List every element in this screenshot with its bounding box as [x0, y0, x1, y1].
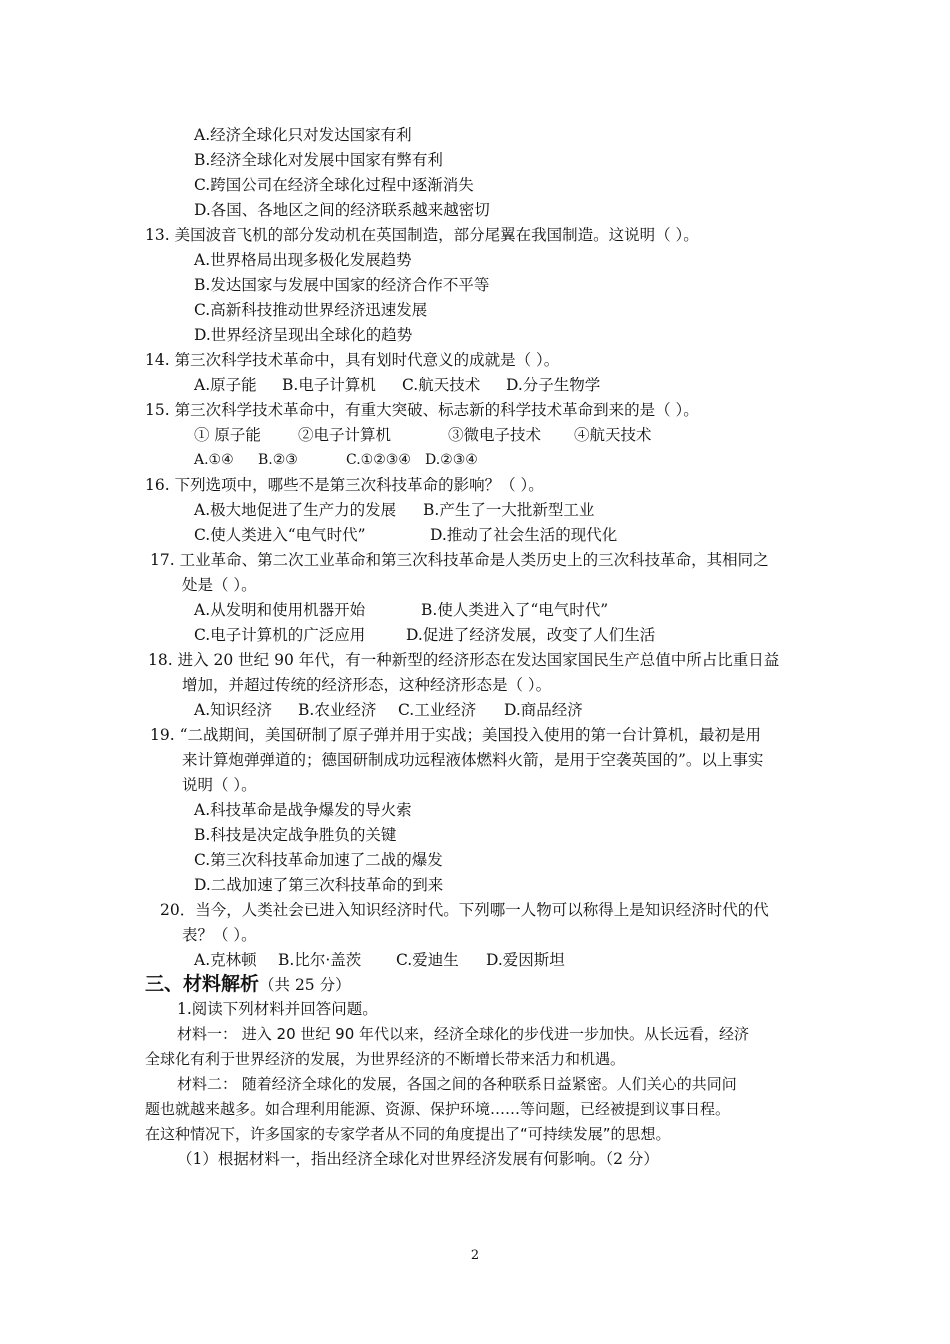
- material2-line2: 题也就越来越多。如合理利用能源、资源、保护环境……等问题，已经被提到议事日程。: [145, 1100, 731, 1118]
- q18-options: [194, 699, 583, 721]
- section3-intro: 1.阅读下列材料并回答问题。: [177, 1000, 378, 1018]
- q16-options-row2: [194, 524, 617, 546]
- material2-line3: 在这种情况下，许多国家的专家学者从不同的角度提出了“可持续发展”的思想。: [145, 1125, 671, 1143]
- q14-option-a: A.原子能: [194, 376, 257, 394]
- q19-option-b: B.科技是决定战争胜负的关键: [194, 826, 397, 844]
- q15-option-a: A.①④: [194, 452, 234, 468]
- q13-option-d: D.世界经济呈现出全球化的趋势: [194, 326, 413, 344]
- q12-option-a: A.经济全球化只对发达国家有利: [194, 126, 412, 144]
- q20-stem-line1: 20．当今，人类社会已进入知识经济时代。下列哪一人物可以称得上是知识经济时代的代: [160, 901, 769, 919]
- q15-option-d: D.②③④: [425, 452, 478, 468]
- q18-option-d: D.商品经济: [504, 701, 583, 719]
- q18-option-b: B.农业经济: [298, 701, 377, 719]
- material1-line1: 材料一： 进入 20 世纪 90 年代以来，经济全球化的步伐进一步加快。从长远看，经济: [177, 1025, 750, 1043]
- q19-stem-line2: 来计算炮弹弹道的；德国研制成功远程液体燃料火箭，是用于空袭英国的”。以上事实: [182, 751, 764, 769]
- q19-option-c: C.第三次科技革命加速了二战的爆发: [194, 851, 443, 869]
- section3-heading: [145, 971, 351, 998]
- q17-option-b: B.使人类进入了“电气时代”: [421, 601, 609, 619]
- q17-option-c: C.电子计算机的广泛应用: [194, 626, 366, 644]
- q20-option-d: D.爱因斯坦: [486, 951, 565, 969]
- q12-option-c: C.跨国公司在经济全球化过程中逐渐消失: [194, 176, 474, 194]
- q20-options: [194, 949, 565, 971]
- q13-stem: 13. 美国波音飞机的部分发动机在英国制造，部分尾翼在我国制造。这说明（ ）。: [145, 226, 699, 244]
- q15-item-1: ① 原子能: [194, 426, 261, 444]
- q17-options-row1: [194, 599, 608, 621]
- q13-option-c: C.高新科技推动世界经济迅速发展: [194, 301, 428, 319]
- q15-item-2: ②电子计算机: [298, 426, 392, 444]
- q15-stem: 15. 第三次科学技术革命中，有重大突破、标志新的科学技术革命到来的是（ ）。: [145, 401, 699, 419]
- q14-options: [194, 374, 600, 396]
- q13-option-a: A.世界格局出现多极化发展趋势: [194, 251, 412, 269]
- q16-options-row1: [194, 499, 594, 521]
- q14-option-d: D.分子生物学: [506, 376, 601, 394]
- q13-option-b: B.发达国家与发展中国家的经济合作不平等: [194, 276, 490, 294]
- q16-option-c: C.使人类进入“电气时代”: [194, 526, 366, 544]
- q19-stem-line3: 说明（ ）。: [182, 776, 257, 794]
- q14-stem: 14. 第三次科学技术革命中，具有划时代意义的成就是（ ）。: [145, 351, 560, 369]
- q15-items: [194, 424, 652, 446]
- q17-stem-line2: 处是（ ）。: [182, 576, 257, 594]
- q20-option-b: B.比尔·盖茨: [278, 951, 362, 969]
- q18-stem-line1: 18. 进入 20 世纪 90 年代，有一种新型的经济形态在发达国家国民生产总值中所占比重日益: [148, 651, 780, 669]
- q15-item-3: ③微电子技术: [448, 426, 542, 444]
- q20-option-c: C.爱迪生: [396, 951, 459, 969]
- q15-option-b: B.②③: [258, 452, 298, 468]
- q20-option-a: A.克林顿: [194, 951, 257, 969]
- q17-option-a: A.从发明和使用机器开始: [194, 601, 366, 619]
- material2-line1: 材料二： 随着经济全球化的发展，各国之间的各种联系日益紧密。人们关心的共同问: [177, 1075, 737, 1093]
- q19-option-a: A.科技革命是战争爆发的导火索: [194, 801, 412, 819]
- q18-option-c: C.工业经济: [398, 701, 477, 719]
- q15-option-c: C.①②③④: [346, 452, 411, 468]
- q16-option-d: D.推动了社会生活的现代化: [430, 526, 618, 544]
- section3-title: 三、材料解析: [145, 973, 260, 995]
- q16-option-b: B.产生了一大批新型工业: [423, 501, 595, 519]
- q17-options-row2: [194, 624, 655, 646]
- q17-option-d: D.促进了经济发展，改变了人们生活: [406, 626, 656, 644]
- q20-stem-line2: 表？（ ）。: [182, 926, 257, 944]
- q15-item-4: ④航天技术: [574, 426, 652, 444]
- q12-option-b: B.经济全球化对发展中国家有弊有利: [194, 151, 443, 169]
- section3-question-1: （1）根据材料一，指出经济全球化对世界经济发展有何影响。（2 分）: [177, 1150, 659, 1168]
- q19-stem-line1: 19. “二战期间，美国研制了原子弹并用于实战；美国投入使用的第一台计算机，最初是用: [150, 726, 762, 744]
- material1-line2: 全球化有利于世界经济的发展，为世界经济的不断增长带来活力和机遇。: [145, 1050, 626, 1068]
- q12-option-d: D.各国、各地区之间的经济联系越来越密切: [194, 201, 490, 219]
- q18-option-a: A.知识经济: [194, 701, 273, 719]
- q19-option-d: D.二战加速了第三次科技革命的到来: [194, 876, 444, 894]
- q18-stem-line2: 增加，并超过传统的经济形态，这种经济形态是（ ）。: [182, 676, 552, 694]
- q14-option-b: B.电子计算机: [282, 376, 376, 394]
- q14-option-c: C.航天技术: [402, 376, 481, 394]
- q16-stem: 16. 下列选项中，哪些不是第三次科技革命的影响？（ ）。: [145, 476, 544, 494]
- section3-score: （共 25 分）: [259, 976, 351, 994]
- q17-stem-line1: 17. 工业革命、第二次工业革命和第三次科技革命是人类历史上的三次科技革命，其相同之: [150, 551, 769, 569]
- page-number: 2: [470, 1248, 480, 1263]
- q15-options: [194, 449, 478, 471]
- q16-option-a: A.极大地促进了生产力的发展: [194, 501, 397, 519]
